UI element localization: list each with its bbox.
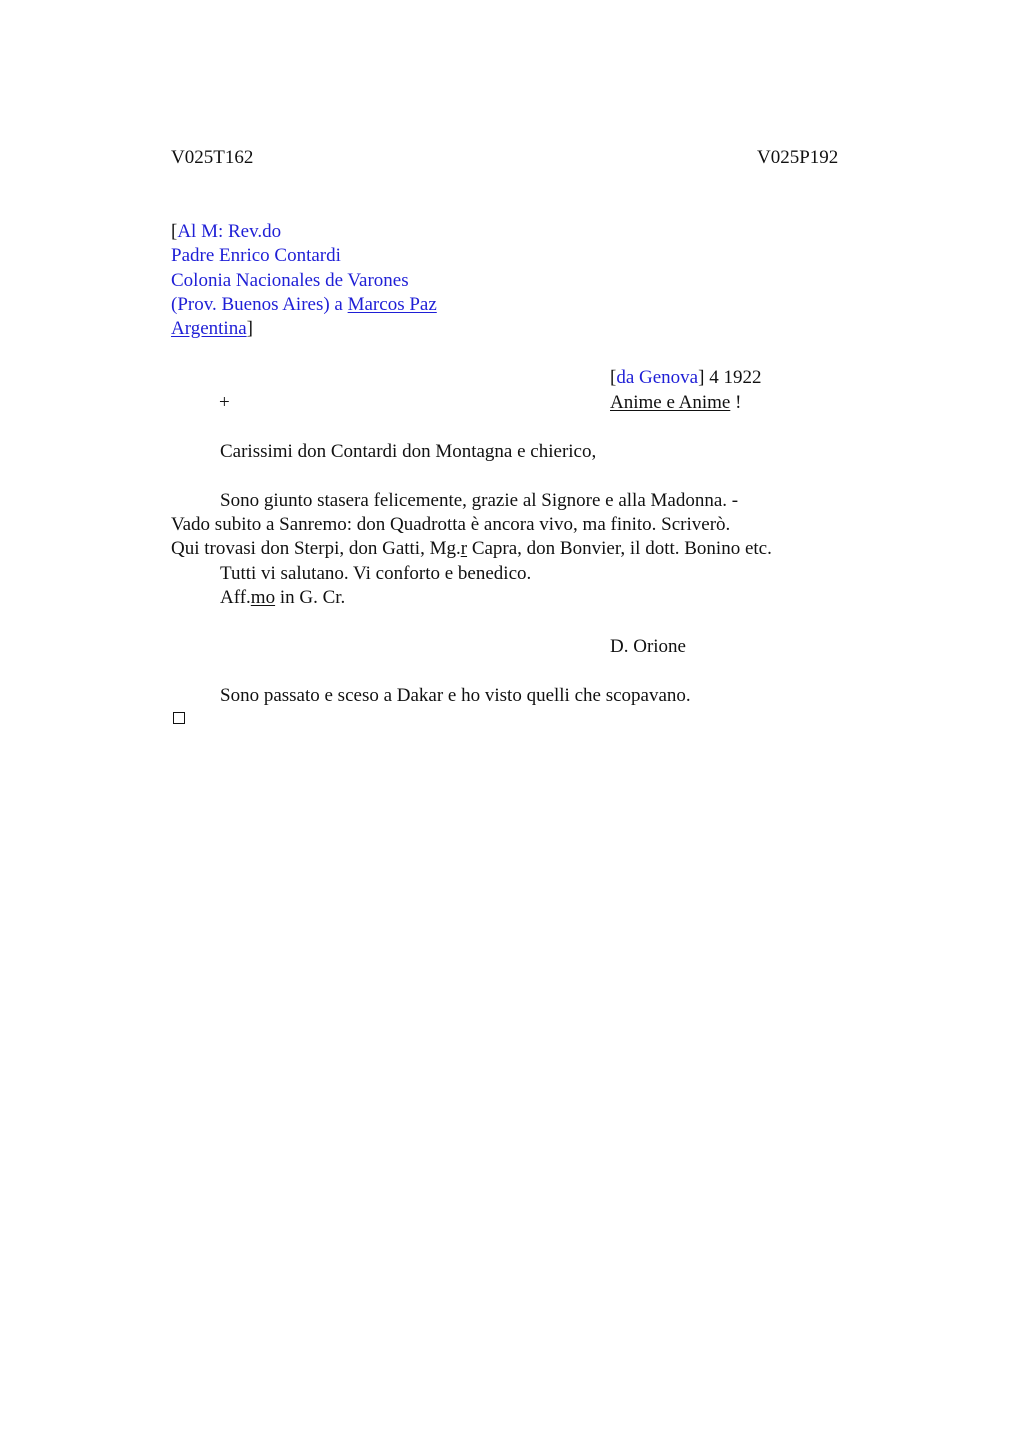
closing <box>220 586 345 610</box>
motto-suffix: ! <box>730 392 742 413</box>
postscript: Sono passato e sceso a Dakar e ho visto quelli che scopavano. <box>220 685 691 706</box>
closing-start: Aff. <box>220 587 251 608</box>
salutation: Carissimi don Contardi don Montagna e chierico, <box>220 441 597 462</box>
address-recipient-title: Al M: Rev.do <box>177 221 282 242</box>
motto-text: Anime e Anime <box>610 392 731 413</box>
address-province: (Prov. Buenos Aires) a <box>171 294 348 315</box>
abbreviation-superscript: r <box>460 538 468 559</box>
abbreviation-superscript: mo <box>250 587 276 608</box>
body-line-2: Vado subito a Sanremo: don Quadrotta è ancora vivo, ma finito. Scriverò. <box>171 514 731 535</box>
dateline-place: da Genova <box>616 367 699 388</box>
address-line-3: Colonia Nacionales de Varones <box>171 270 409 291</box>
address-line-4 <box>171 293 437 317</box>
bracket: [ <box>171 221 178 242</box>
address-line-1 <box>171 220 281 244</box>
end-of-document-box <box>173 712 185 724</box>
dateline-date: 4 1922 <box>704 367 762 388</box>
bracket: ] <box>698 367 705 388</box>
address-country: Argentina <box>171 318 247 339</box>
document-code-right: V025P192 <box>757 147 839 168</box>
document-code-left: V025T162 <box>171 147 254 168</box>
closing-end: in G. Cr. <box>275 587 346 608</box>
bracket: [ <box>610 367 617 388</box>
body-line-3-start: Qui trovasi don Sterpi, don Gatti, Mg. <box>171 538 461 559</box>
cross-symbol: + <box>219 392 230 413</box>
body-line-1: Sono giunto stasera felicemente, grazie al Signore e alla Madonna. - <box>220 490 739 511</box>
body-line-3-end: Capra, don Bonvier, il dott. Bonino etc. <box>467 538 772 559</box>
signature: D. Orione <box>610 636 686 657</box>
motto <box>610 391 741 415</box>
address-place: Marcos Paz <box>347 294 437 315</box>
dateline <box>610 366 761 390</box>
bracket: ] <box>246 318 253 339</box>
address-line-5 <box>171 317 253 341</box>
body-line-3 <box>171 537 772 561</box>
body-line-4: Tutti vi salutano. Vi conforto e benedico. <box>220 563 532 584</box>
address-line-2: Padre Enrico Contardi <box>171 245 341 266</box>
